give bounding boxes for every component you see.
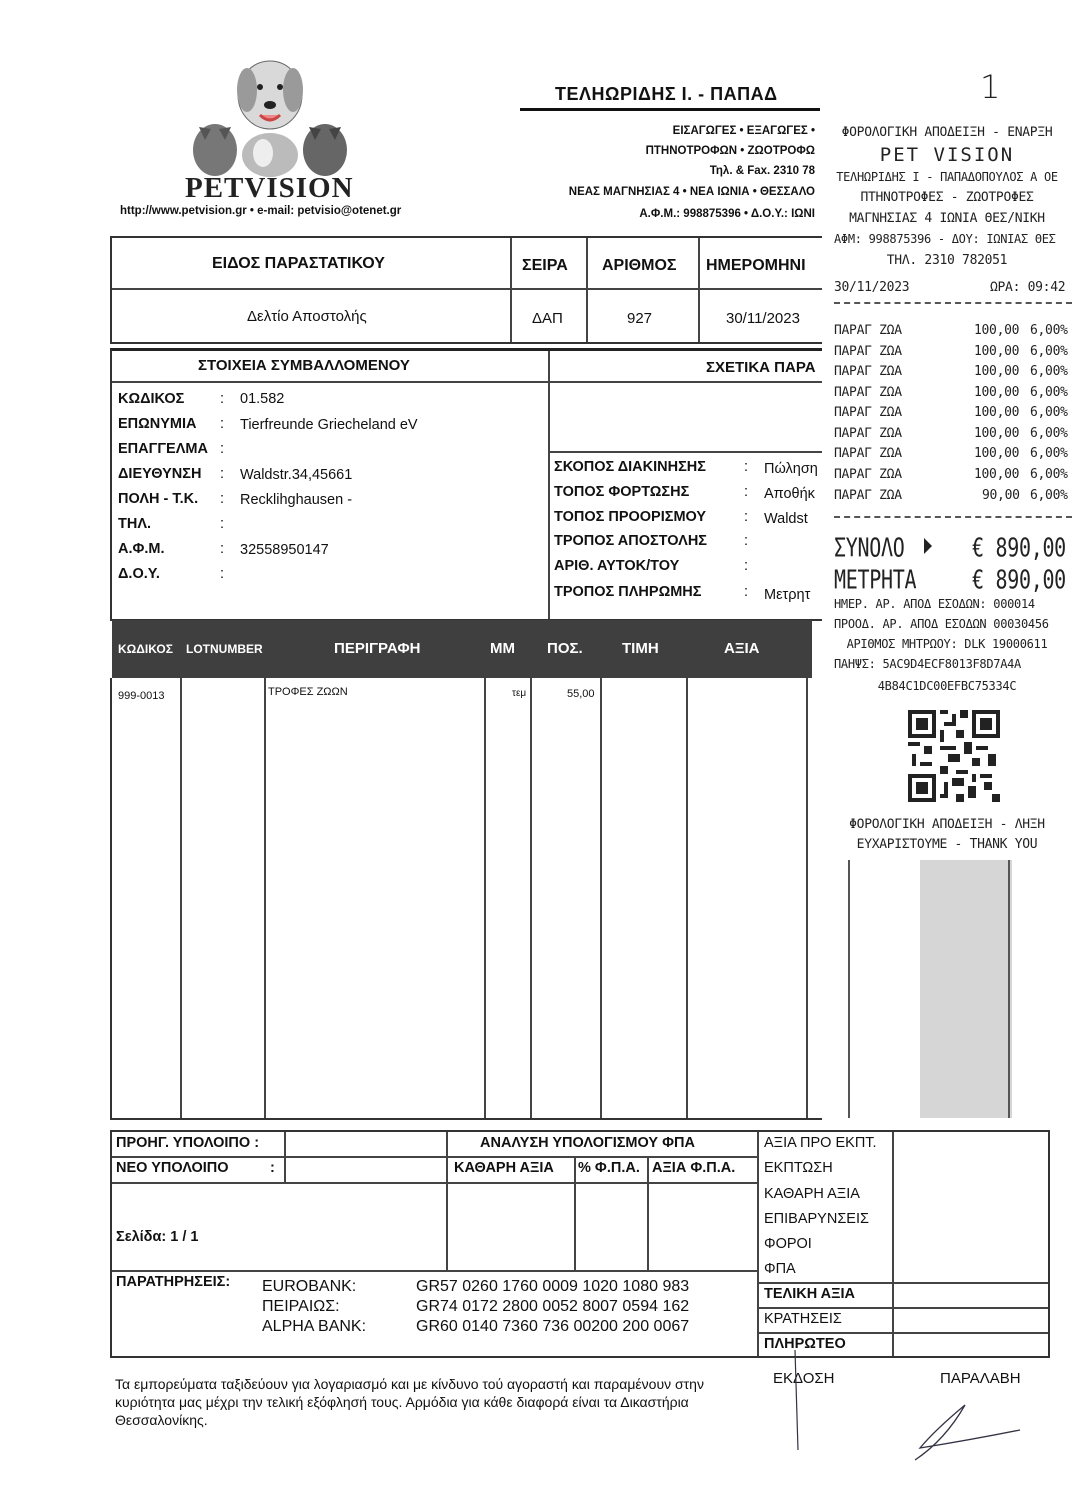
header-series: ΣΕΙΡΑ <box>522 257 568 274</box>
receipt-business: ΠΤΗΝΟΤΡΟΦΕΣ - ΖΩΟΤΡΟΦΕΣ <box>860 190 1034 205</box>
col-description: ΠΕΡΙΓΡΑΦΗ <box>334 640 421 657</box>
receipt-line-amount: 100,00 <box>974 405 1020 420</box>
receipt-line-desc: ΠΑΡΑΓ ΖΩΑ <box>834 364 902 379</box>
sum-charges: ΕΠΙΒΑΡΥΝΣΕΙΣ <box>764 1211 869 1227</box>
receipt-line-vat: 6,00% <box>1030 385 1068 400</box>
company-name: ΤΕΛΗΩΡΙΔΗΣ Ι. - ΠΑΠΑΔ <box>555 84 778 104</box>
receipt-line-amount: 100,00 <box>974 385 1020 400</box>
receipt-line-amount: 100,00 <box>974 323 1020 338</box>
col-lot: LOTNUMBER <box>186 642 263 656</box>
col-value: ΑΞΙΑ <box>724 640 760 657</box>
col-price: ΤΙΜΗ <box>622 640 659 657</box>
receipt-line-vat: 6,00% <box>1030 364 1068 379</box>
header-line-4: ΝΕΑΣ ΜΑΓΝΗΣΙΑΣ 4 • ΝΕΑ ΙΩΝΙΑ • ΘΕΣΣΑΛΟ <box>568 186 815 198</box>
bank-name-2: ΠΕΙΡΑΙΩΣ: <box>262 1298 340 1315</box>
receipt-line-desc: ΠΑΡΑΓ ΖΩΑ <box>834 405 902 420</box>
remarks-label: ΠΑΡΑΤΗΡΗΣΕΙΣ: <box>116 1274 231 1290</box>
doc-date: 30/11/2023 <box>726 310 800 327</box>
fiscal-receipt <box>822 60 1080 1120</box>
header-divider <box>520 108 820 111</box>
receipt-header: ΦΟΡΟΛΟΓΙΚΗ ΑΠΟΔΕΙΞΗ - ΕΝΑΡΞΗ <box>841 125 1053 140</box>
receipt-hash-2: 4B84C1DC00EFBC75334C <box>877 679 1017 693</box>
row-code: 999-0013 <box>118 690 165 702</box>
receipt-date: 30/11/2023 <box>834 280 910 295</box>
receipt-line-amount: 100,00 <box>974 467 1020 482</box>
receipt-line-vat: 6,00% <box>1030 446 1068 461</box>
receipt-divider <box>834 302 1072 304</box>
value-code: 01.582 <box>240 391 285 407</box>
items-header <box>112 620 812 678</box>
col-qty: ΠΟΣ. <box>547 640 583 657</box>
bank-iban-2: GR74 0172 2800 0052 8007 0594 162 <box>416 1298 690 1315</box>
receipt-cash-label: ΜΕΤΡΗΤΑ <box>834 564 917 596</box>
receipt-hash-1: ΠΑΗΨΣ: 5AC9D4ECF8013F8D7A4A <box>834 657 1021 671</box>
signature-marks <box>770 1330 1050 1470</box>
value-vat-id: 32558950147 <box>240 542 329 558</box>
label-code: ΚΩΔΙΚΟΣ <box>118 391 185 407</box>
receive-label: ΠΑΡΑΛΑΒΗ <box>940 1370 1021 1387</box>
receipt-owner: ΤΕΛΗΩΡΙΔΗΣ Ι - ΠΑΠΑΔΟΠΟΥΛΟΣ Α ΟΕ <box>836 170 1058 184</box>
items-table <box>110 678 824 1120</box>
totals-box <box>110 1130 1050 1358</box>
sum-net: ΚΑΘΑΡΗ ΑΞΙΑ <box>764 1186 860 1202</box>
value-city: Recklihghausen - <box>240 492 353 508</box>
receipt-register-number: ΑΡΙΘΜΟΣ ΜΗΤΡΩΟΥ: DLK 19000611 <box>846 637 1048 651</box>
bank-iban-1: GR57 0260 1760 0009 1020 1080 983 <box>416 1278 690 1295</box>
receipt-tax: ΑΦΜ: 998875396 - ΔΟΥ: ΙΩΝΙΑΣ ΘΕΣ <box>834 232 1056 246</box>
value-address: Waldstr.34,45661 <box>240 467 353 483</box>
receipt-line-vat: 6,00% <box>1030 344 1068 359</box>
label-payment: ΤΡΟΠΟΣ ΠΛΗΡΩΜΗΣ <box>554 584 702 600</box>
sum-pre-discount: ΑΞΙΑ ΠΡΟ ΕΚΠΤ. <box>764 1135 877 1151</box>
receipt-line-desc: ΠΑΡΑΓ ΖΩΑ <box>834 323 902 338</box>
receipt-address: ΜΑΓΝΗΣΙΑΣ 4 ΙΩΝΙΑ ΘΕΣ/ΝΙΚΗ <box>849 211 1045 226</box>
receipt-line-vat: 6,00% <box>1030 426 1068 441</box>
vat-net-header: ΚΑΘΑΡΗ ΑΞΙΑ <box>454 1160 554 1176</box>
label-city: ΠΟΛΗ - Τ.Κ. <box>118 491 199 507</box>
receipt-line-amount: 90,00 <box>982 488 1020 503</box>
header-line-1: ΕΙΣΑΓΩΓΕΣ • ΕΞΑΓΩΓΕΣ • <box>672 125 815 137</box>
label-destination: ΤΟΠΟΣ ΠΡΟΟΡΙΣΜΟΥ <box>554 509 707 525</box>
receipt-line-amount: 100,00 <box>974 426 1020 441</box>
sum-deductions: ΚΡΑΤΗΣΕΙΣ <box>764 1311 842 1327</box>
new-balance: ΝΕΟ ΥΠΟΛΟΙΠΟ <box>116 1160 229 1176</box>
related-docs-title: ΣΧΕΤΙΚΑ ΠΑΡΑ <box>706 359 816 376</box>
header-number: ΑΡΙΘΜΟΣ <box>602 257 677 274</box>
receipt-line-desc: ΠΑΡΑΓ ΖΩΑ <box>834 488 902 503</box>
qr-code-icon <box>908 710 1000 802</box>
receipt-progressive-number: ΠΡΟΟΔ. ΑΡ. ΑΠΟΔ ΕΣΟΔΩΝ 00030456 <box>834 617 1049 631</box>
header-date: ΗΜΕΡΟΜΗΝΙ <box>706 257 806 274</box>
sum-vat: ΦΠΑ <box>764 1261 796 1277</box>
page-number: Σελίδα: 1 / 1 <box>116 1229 199 1245</box>
label-loading: ΤΟΠΟΣ ΦΟΡΤΩΣΗΣ <box>554 484 690 500</box>
receipt-line-desc: ΠΑΡΑΓ ΖΩΑ <box>834 446 902 461</box>
doc-type: Δελτίο Αποστολής <box>247 308 367 325</box>
value-destination: Waldst <box>764 511 808 527</box>
sum-discount: ΕΚΠΤΩΣΗ <box>764 1160 833 1176</box>
website-email: http://www.petvision.gr • e-mail: petvisio@otenet.gr <box>120 205 402 217</box>
label-profession: ΕΠΑΓΓΕΛΜΑ <box>118 441 208 457</box>
receipt-line-amount: 100,00 <box>974 364 1020 379</box>
sum-taxes: ΦΟΡΟΙ <box>764 1236 812 1252</box>
sum-final: ΤΕΛΙΚΗ ΑΞΙΑ <box>764 1286 855 1302</box>
receipt-line-amount: 100,00 <box>974 344 1020 359</box>
value-name: Tierfreunde Griecheland eV <box>240 417 418 433</box>
issue-label: ΕΚΔΟΣΗ <box>773 1370 835 1387</box>
label-address: ΔΙΕΥΘΥΝΣΗ <box>118 466 202 482</box>
receipt-cash: € 890,00 <box>972 564 1066 596</box>
row-description: ΤΡΟΦΕΣ ΖΩΩΝ <box>268 686 348 698</box>
receipt-total-label: ΣΥΝΟΛΟ <box>834 532 905 564</box>
bank-name-3: ALPHA BANK: <box>262 1318 367 1335</box>
receipt-time: ΩΡΑ: 09:42 <box>990 280 1066 295</box>
arrow-icon <box>924 538 932 554</box>
receipt-line-vat: 6,00% <box>1030 405 1068 420</box>
row-qty: 55,00 <box>567 688 595 700</box>
receipt-line-desc: ΠΑΡΑΓ ΖΩΑ <box>834 344 902 359</box>
receipt-total: € 890,00 <box>972 532 1066 564</box>
terms-text: Τα εμπορεύματα ταξιδεύουν για λογαριασμό και με κίνδυνο τού αγοραστή και παραμένουν στην κυριότητα μας μέχρι την τελική εξόφλησή τους. Αρμόδια για κάθε διαφορά είναι τα Δικαστήρια Θεσσαλονίκης. <box>115 1376 704 1428</box>
value-purpose: Πώληση <box>764 461 818 477</box>
receipt-line-amount: 100,00 <box>974 446 1020 461</box>
label-vehicle: ΑΡΙΘ. ΑΥΤΟΚ/ΤΟΥ <box>554 558 680 574</box>
bank-name-1: EUROBANK: <box>262 1278 357 1295</box>
receipt-line-vat: 6,00% <box>1030 467 1068 482</box>
receipt-mark: 1 <box>980 68 1001 106</box>
label-purpose: ΣΚΟΠΟΣ ΔΙΑΚΙΝΗΣΗΣ <box>554 459 706 475</box>
row-unit: τεμ <box>512 688 527 699</box>
header-line-2: ΠΤΗΝΟΤΡΟΦΩΝ • ΖΩΟΤΡΟΦΩ <box>645 145 815 157</box>
value-payment: Μετρητ <box>764 587 811 603</box>
party-title: ΣΤΟΙΧΕΙΑ ΣΥΜΒΑΛΛΟΜΕΝΟΥ <box>198 357 410 374</box>
document-info-box <box>110 236 826 344</box>
receipt-line-vat: 6,00% <box>1030 488 1068 503</box>
receipt-phone: ΤΗΛ. 2310 782051 <box>886 253 1008 268</box>
party-box: ΣΤΟΙΧΕΙΑ ΣΥΜΒΑΛΛΟΜΕΝΟΥ ΣΧΕΤΙΚΑ ΠΑΡΑ ΚΩΔΙΚΟΣ : 01.582 ΕΠΩΝΥΜΙΑ : Tierfreunde Griecheland eV ΕΠΑΓΓΕΛΜΑ : ΔΙΕΥΘΥΝΣΗ : Waldstr.34,45661 ΠΟΛΗ - Τ.Κ. : Recklihghausen - ΤΗΛ. : Α.Φ.Μ. : 32558950147 Δ.Ο.Υ. : ΣΚΟΠΟΣ ΔΙΑΚΙΝΗΣΗΣ : Πώληση ΤΟΠΟΣ ΦΟΡΤΩΣΗΣ : Αποθήκ ΤΟΠΟΣ ΠΡΟΟΡΙΣΜΟΥ : Waldst ΤΡΟΠΟΣ ΑΠΟΣΤΟΛΗΣ : ΑΡΙΘ. ΑΥΤΟΚ/ΤΟΥ : ΤΡΟΠΟΣ ΠΛΗΡΩΜΗΣ : Μετρητ <box>110 348 826 621</box>
label-shipping: ΤΡΟΠΟΣ ΑΠΟΣΤΟΛΗΣ <box>554 533 708 549</box>
col-code: ΚΩΔΙΚΟΣ <box>118 642 173 656</box>
bank-iban-3: GR60 0140 7360 736 00200 200 0067 <box>416 1318 690 1335</box>
receipt-line-desc: ΠΑΡΑΓ ΖΩΑ <box>834 426 902 441</box>
col-unit: ΜΜ <box>490 640 515 657</box>
receipt-line-desc: ΠΑΡΑΓ ΖΩΑ <box>834 385 902 400</box>
new-balance-colon: : <box>270 1160 275 1176</box>
receipt-store: PET VISION <box>879 144 1015 166</box>
receipt-line-desc: ΠΑΡΑΓ ΖΩΑ <box>834 467 902 482</box>
brand-logo: PETVISION <box>185 172 354 204</box>
vat-analysis-title: ΑΝΑΛΥΣΗ ΥΠΟΛΟΓΙΣΜΟΥ ΦΠΑ <box>480 1135 695 1151</box>
label-name: ΕΠΩΝΥΜΙΑ <box>118 416 197 432</box>
receipt-line-vat: 6,00% <box>1030 323 1068 338</box>
doc-number: 927 <box>627 310 653 327</box>
header-line-3: Τηλ. & Fax. 2310 78 <box>709 165 815 177</box>
prev-balance: ΠΡΟΗΓ. ΥΠΟΛΟΙΠΟ : <box>116 1135 260 1151</box>
value-loading: Αποθήκ <box>764 486 815 502</box>
receipt-footer-1: ΦΟΡΟΛΟΓΙΚΗ ΑΠΟΔΕΙΞΗ - ΛΗΞΗ <box>849 817 1045 832</box>
vat-pct-header: % Φ.Π.Α. <box>578 1160 640 1176</box>
receipt-divider <box>834 516 1072 518</box>
receipt-footer-2: ΕΥΧΑΡΙΣΤΟΥΜΕ - THANK YOU <box>856 837 1038 852</box>
label-vat-id: Α.Φ.Μ. <box>118 541 165 557</box>
receipt-shaded-strip <box>920 860 1012 1118</box>
doc-series: ΔΑΠ <box>532 310 563 327</box>
header-doc-type: ΕΙΔΟΣ ΠΑΡΑΣΤΑΤΙΚΟΥ <box>212 255 385 272</box>
sum-payable: ΠΛΗΡΩΤΕΟ <box>764 1336 846 1352</box>
label-phone: ΤΗΛ. <box>118 516 152 532</box>
header-line-5: Α.Φ.Μ.: 998875396 • Δ.Ο.Υ.: ΙΩΝΙ <box>639 208 815 220</box>
label-tax-office: Δ.Ο.Υ. <box>118 566 160 582</box>
receipt-day-number: ΗΜΕΡ. ΑΡ. ΑΠΟΔ ΕΣΟΔΩΝ: 000014 <box>834 597 1035 611</box>
vat-amount-header: ΑΞΙΑ Φ.Π.Α. <box>652 1160 736 1176</box>
